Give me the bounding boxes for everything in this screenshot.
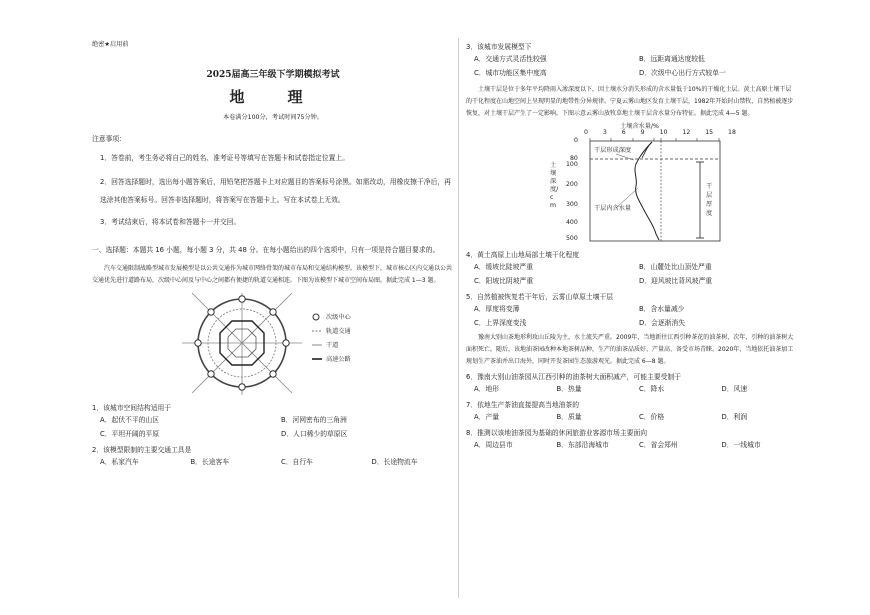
question-stem: 6．豫南大别山油茶园从江西引种的油茶树大面积减产，可能主要受制于: [466, 373, 682, 381]
option: A．地形: [474, 385, 500, 393]
option: A．私家汽车: [100, 458, 139, 466]
option: A．缓坡比陡坡严重: [474, 263, 534, 271]
option: C．降水: [639, 385, 665, 393]
loess-intro: 土壤干层是位于多年平均降雨入渗深度以下，因土壤水分消失形成的含水量低于10%的干燥化土层。黄土高原土壤干层的干化程度在山地空间上呈现明显的地带性分异规律。宁夏云雾山地区发育土壤干层，1982年开始封山禁牧，自然植被逐步恢复，对土壤干层产生了一定影响。下图示意云雾山放牧草地土壤干层含水量分布特征。据此完成 4—5 题。: [466, 86, 794, 117]
chart-top-label: 土壤含水量/%: [620, 123, 659, 130]
question-stem: 7．依地生产茶油直接提高当地油茶的: [466, 401, 580, 409]
option: D．迎风坡比背风坡严重: [639, 277, 713, 285]
legend-highway: 高速公路: [326, 356, 351, 363]
option: C．自行车: [281, 458, 313, 466]
question-stem: 8．推测以该地油茶园为基础的休闲旅游业客源市场主要面向: [466, 429, 648, 437]
question-options: [466, 438, 796, 452]
legend-rail: 轨道交通: [326, 328, 351, 335]
y-tick: 200: [566, 181, 578, 188]
y-tick: 100: [566, 161, 578, 168]
option: A．周边县市: [474, 441, 513, 449]
question-block-left: [92, 403, 454, 469]
x-tick: 9: [640, 129, 645, 136]
option: A．交通方式灵活性较强: [474, 55, 547, 63]
question-options: [92, 455, 454, 469]
question-options: [92, 413, 454, 441]
option: D．长途物流车: [371, 458, 418, 466]
option: C．阳坡比阴坡严重: [474, 277, 534, 285]
city-layout-svg: [92, 293, 454, 397]
question-stem: 3．该城市发展模型下: [466, 43, 532, 51]
option: D．利润: [721, 413, 748, 421]
option: C．省会郑州: [639, 441, 678, 449]
question-stem: 4．黄土高原上山地局部土壤干化程度: [466, 251, 580, 259]
column-divider: [458, 38, 459, 598]
question-stem: 5．自然植被恢复若干年后，云雾山草原土壤干层: [466, 293, 614, 301]
thickness-annotation: 干层厚度: [706, 183, 713, 217]
secret-label: 绝密★启用前: [92, 41, 129, 48]
y-tick: 300: [566, 201, 578, 208]
y-tick: 80: [570, 155, 578, 162]
subject-title: 地 理: [229, 88, 317, 106]
option: D．一线城市: [721, 441, 761, 449]
note-item: 1．答卷前，考生务必将自己的姓名、准考证号等填写在答题卡和试卷指定位置上。: [100, 154, 350, 162]
question-options: [466, 382, 796, 396]
question-stem: 1．该城市空间结构适用于: [92, 404, 172, 412]
option: A．厚度将变薄: [474, 305, 520, 313]
option: A．产量: [474, 413, 500, 421]
legend-sub-center: 次级中心: [326, 314, 351, 321]
x-tick: 3: [602, 129, 607, 136]
notes-title: 注意事项：: [92, 135, 126, 143]
option: B．热量: [556, 385, 582, 393]
option: B．质量: [556, 413, 582, 421]
exam-meta: 本卷满分100分，考试时间75分钟。: [222, 114, 324, 121]
city-diagram: [92, 293, 454, 397]
option: C．上界深度变浅: [474, 319, 527, 327]
option: B．长途客车: [190, 458, 230, 466]
legend-trunk-road: 干道: [326, 342, 339, 349]
x-tick: 6: [621, 129, 626, 136]
tea-intro: 豫南大别山茶地形利玫山丘陵为主，水土流失严重。2009年，当地新往江西引种茶花的油茶树，次年，引种的油茶树大面积死亡。随后，该地油茶园改种本地茶树品种，生产的油茶品质好、产量高、备受市场青睐。2020年，当地依托油茶加工规划生产茶油并出口海外，同时开发茶园生态旅游观光。据此完成 6—8 题。: [466, 334, 794, 365]
question-options: [466, 260, 796, 288]
option: C．城市功能区集中度高: [474, 69, 547, 77]
section-title: 一、选择题：本题共 16 小题，每小题 3 分，共 48 分。在每小题给出的四个选项中，只有一项是符合题目要求的。: [92, 246, 440, 254]
depth-annotation: 干层形成深度: [594, 147, 632, 154]
option: B．河网密布的三角洲: [281, 416, 347, 424]
x-tick: 0: [584, 129, 588, 136]
right-column: [466, 40, 796, 452]
moisture-annotation: 干层内含水量: [594, 205, 632, 212]
option: C．平坦开阔的平原: [100, 430, 160, 438]
question-options: [466, 302, 796, 330]
x-tick-labels: [584, 128, 736, 137]
soil-moisture-chart: [466, 122, 796, 246]
option: D．次级中心出行方式较单一: [639, 69, 726, 77]
x-tick: 18: [728, 129, 736, 136]
option: D．人口稀少的草原区: [281, 430, 348, 438]
y-tick: 400: [566, 219, 578, 226]
exam-title: 2025届高三年级下学期模拟考试: [206, 70, 340, 80]
option: B．含水量减少: [639, 305, 685, 313]
option: B．远距离通达度较低: [639, 55, 705, 63]
question-options: [466, 52, 796, 80]
x-tick: 10: [659, 129, 668, 136]
y-tick: 500: [566, 235, 578, 242]
option: C．价格: [639, 413, 665, 421]
question-intro: 汽车交通限制战略型城市发展模型是以公共交通作为城市网络骨架的城市布局和交通结构模型。该模型下，城市核心区内交通以公共交通优先进行道路布局，次级中心间及与中心之间都有便捷的轨道交通相连。下图为该模型下城市空间布局图。据此完成 1—3 题。: [92, 265, 453, 284]
option: D．会逐渐消失: [639, 319, 686, 327]
option: B．山麓处比山顶处严重: [639, 263, 712, 271]
note-item: 3．考试结束后，将本试卷和答题卡一并交回。: [100, 218, 241, 226]
y-tick: 0: [574, 137, 578, 144]
y-axis-label: 土壤深度/cm: [550, 162, 559, 209]
x-tick: 15: [705, 129, 714, 136]
left-column: [92, 40, 454, 469]
question-options: [466, 410, 796, 424]
option: B．东部沿海城市: [556, 441, 609, 449]
note-item: 2．回答选择题时，选出每小题答案后，用铅笔把答题卡上对应题目的答案标号涂黑。如需改动，用橡皮擦干净后，再选涂其他答案标号。回答非选择题时，将答案写在答题卡上。写在本试卷上无效。: [100, 178, 451, 204]
question-stem: 2．该模型限制的主要交通工具是: [92, 446, 192, 454]
soil-chart-svg: [466, 122, 796, 246]
option: A．起伏不平的山区: [100, 416, 160, 424]
option: D．风速: [721, 385, 748, 393]
x-tick: 12: [682, 129, 691, 136]
